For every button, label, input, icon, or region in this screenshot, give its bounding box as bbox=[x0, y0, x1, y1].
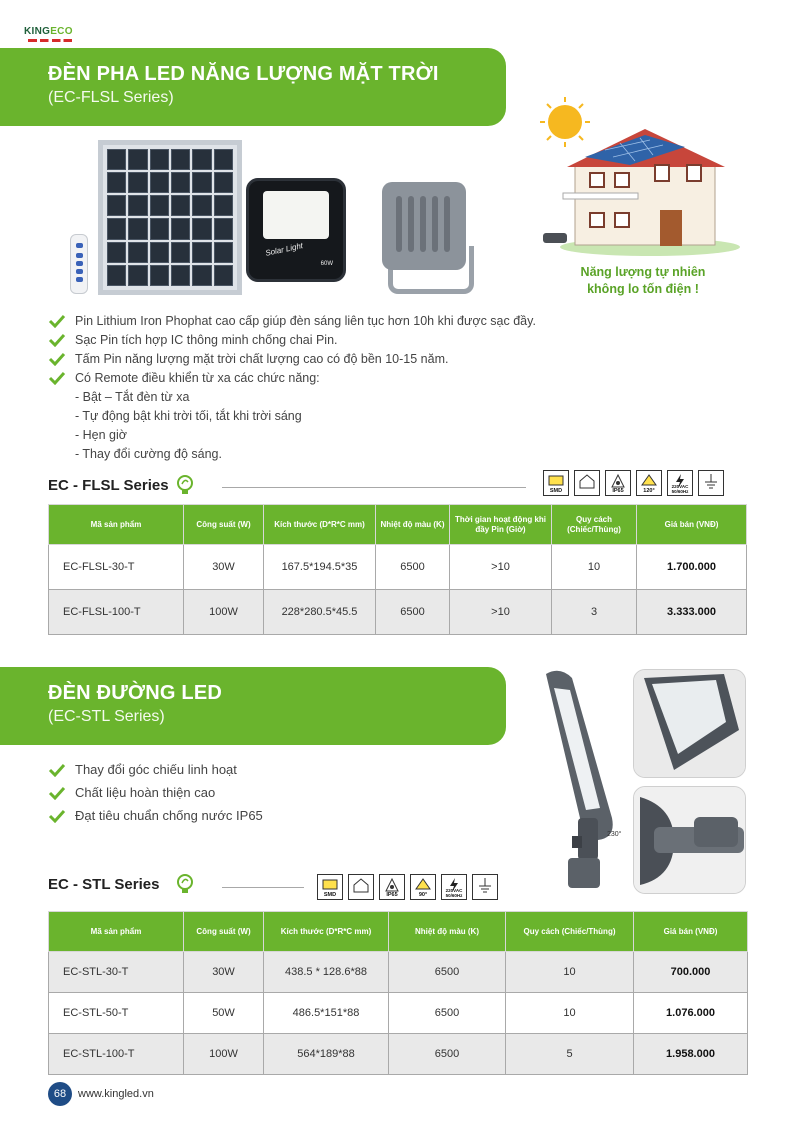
section-title: ĐÈN ĐƯỜNG LED bbox=[48, 682, 223, 704]
check-icon bbox=[48, 809, 66, 823]
table-row: EC-FLSL-30-T 30W 167.5*194.5*35 6500 >10 10 1.700.000 bbox=[49, 545, 747, 590]
feature-item: Có Remote điều khiển từ xa các chức năng: bbox=[48, 368, 536, 387]
feature-list-stl bbox=[48, 758, 263, 827]
feature-list-flsl bbox=[48, 311, 536, 463]
page-footer bbox=[48, 1082, 154, 1106]
ground-icon bbox=[472, 874, 498, 900]
col-header: Kích thước (D*R*C mm) bbox=[264, 505, 376, 545]
voltage-icon: 220VAC 50/60Hz bbox=[667, 470, 693, 496]
col-header: Mã sản phẩm bbox=[49, 505, 184, 545]
table-row: EC-STL-100-T 100W 564*189*88 6500 5 1.958.000 bbox=[49, 1034, 748, 1075]
col-header: Công suất (W) bbox=[184, 912, 264, 952]
table-row: EC-FLSL-100-T 100W 228*280.5*45.5 6500 >10 3 3.333.000 bbox=[49, 590, 747, 635]
mount-closeup-photo bbox=[633, 786, 746, 894]
sub-feature-item: - Tự động bật khi trời tối, tắt khi trời sáng bbox=[75, 408, 302, 423]
ip65-icon: IP65 bbox=[379, 874, 405, 900]
check-icon bbox=[48, 352, 66, 366]
feature-item: Chất liệu hoàn thiện cao bbox=[48, 781, 263, 804]
remote-control-image bbox=[70, 234, 88, 294]
spec-icons-flsl bbox=[543, 470, 724, 496]
ground-icon bbox=[698, 470, 724, 496]
sub-feature-item: - Thay đổi cường độ sáng. bbox=[75, 446, 222, 461]
beam-angle-icon: 90° bbox=[410, 874, 436, 900]
check-icon bbox=[48, 333, 66, 347]
price-cell: 1.958.000 bbox=[634, 1034, 748, 1075]
check-icon bbox=[48, 763, 66, 777]
check-icon bbox=[48, 786, 66, 800]
eco-bulb-icon bbox=[175, 873, 195, 895]
page-number: 68 bbox=[48, 1082, 72, 1106]
col-header: Thời gian hoạt động khi đầy Pin (Giờ) bbox=[450, 505, 552, 545]
check-icon bbox=[48, 371, 66, 385]
col-header: Kích thước (D*R*C mm) bbox=[264, 912, 389, 952]
col-header: Giá bán (VNĐ) bbox=[634, 912, 748, 952]
sub-feature-item: - Hẹn giờ bbox=[75, 427, 127, 442]
beam-angle-icon: 120° bbox=[636, 470, 662, 496]
kingeco-logo: KINGECO bbox=[24, 26, 84, 46]
price-table-stl bbox=[48, 911, 748, 1075]
indoor-outdoor-icon bbox=[574, 470, 600, 496]
eco-bulb-icon bbox=[175, 474, 195, 496]
col-header: Giá bán (VNĐ) bbox=[637, 505, 747, 545]
spec-icons-stl bbox=[317, 874, 498, 900]
voltage-icon: 220VAC 50/60Hz bbox=[441, 874, 467, 900]
feature-item: Thay đổi góc chiếu linh hoạt bbox=[48, 758, 263, 781]
table-header-row bbox=[49, 912, 748, 952]
solar-panel-image bbox=[98, 140, 242, 295]
price-cell: 3.333.000 bbox=[637, 590, 747, 635]
street-lamp-image bbox=[540, 668, 630, 893]
indoor-outdoor-icon bbox=[348, 874, 374, 900]
series-heading-stl: EC - STL Series bbox=[48, 873, 195, 895]
section-title: ĐÈN PHA LED NĂNG LƯỢNG MẶT TRỜI bbox=[48, 63, 439, 85]
col-header: Quy cách (Chiếc/Thùng) bbox=[552, 505, 637, 545]
col-header: Công suất (W) bbox=[184, 505, 264, 545]
feature-item: Đạt tiêu chuẩn chống nước IP65 bbox=[48, 804, 263, 827]
smd-icon: SMD bbox=[317, 874, 343, 900]
floodlight-front-image: Solar Light 60W bbox=[246, 178, 346, 282]
floodlight-back-image bbox=[382, 182, 466, 270]
divider bbox=[222, 487, 526, 488]
website-link[interactable]: www.kingled.vn bbox=[78, 1088, 154, 1100]
smd-icon: SMD bbox=[543, 470, 569, 496]
feature-item: Pin Lithium Iron Phophat cao cấp giúp đèn sáng liên tục hơn 10h khi được sạc đầy. bbox=[48, 311, 536, 330]
feature-item: Sạc Pin tích hợp IC thông minh chống chai Pin. bbox=[48, 330, 536, 349]
price-cell: 1.700.000 bbox=[637, 545, 747, 590]
section-banner-flsl bbox=[0, 48, 506, 126]
table-row: EC-STL-50-T 50W 486.5*151*88 6500 10 1.076.000 bbox=[49, 993, 748, 1034]
house-caption: Năng lượng tự nhiên không lo tốn điện ! bbox=[580, 265, 706, 296]
sub-feature-item: - Bật – Tắt đèn từ xa bbox=[75, 389, 190, 404]
divider bbox=[222, 887, 304, 888]
col-header: Quy cách (Chiếc/Thùng) bbox=[506, 912, 634, 952]
section-subtitle: (EC-FLSL Series) bbox=[48, 89, 174, 106]
col-header: Nhiệt độ màu (K) bbox=[376, 505, 450, 545]
solar-house-illustration bbox=[535, 95, 745, 265]
price-cell: 1.076.000 bbox=[634, 993, 748, 1034]
led-closeup-photo bbox=[633, 669, 746, 778]
ip65-icon: IP65 bbox=[605, 470, 631, 496]
feature-item: Tấm Pin năng lượng mặt trời chất lượng cao có độ bền 10-15 năm. bbox=[48, 349, 536, 368]
col-header: Nhiệt độ màu (K) bbox=[389, 912, 506, 952]
table-header-row bbox=[49, 505, 747, 545]
section-subtitle: (EC-STL Series) bbox=[48, 708, 165, 725]
table-row: EC-STL-30-T 30W 438.5 * 128.6*88 6500 10 700.000 bbox=[49, 952, 748, 993]
angle-label: 230° bbox=[607, 831, 622, 838]
series-heading-flsl: EC - FLSL Series bbox=[48, 474, 195, 496]
check-icon bbox=[48, 314, 66, 328]
section-banner-stl bbox=[0, 667, 506, 745]
col-header: Mã sản phẩm bbox=[49, 912, 184, 952]
price-cell: 700.000 bbox=[634, 952, 748, 993]
price-table-flsl bbox=[48, 504, 747, 635]
